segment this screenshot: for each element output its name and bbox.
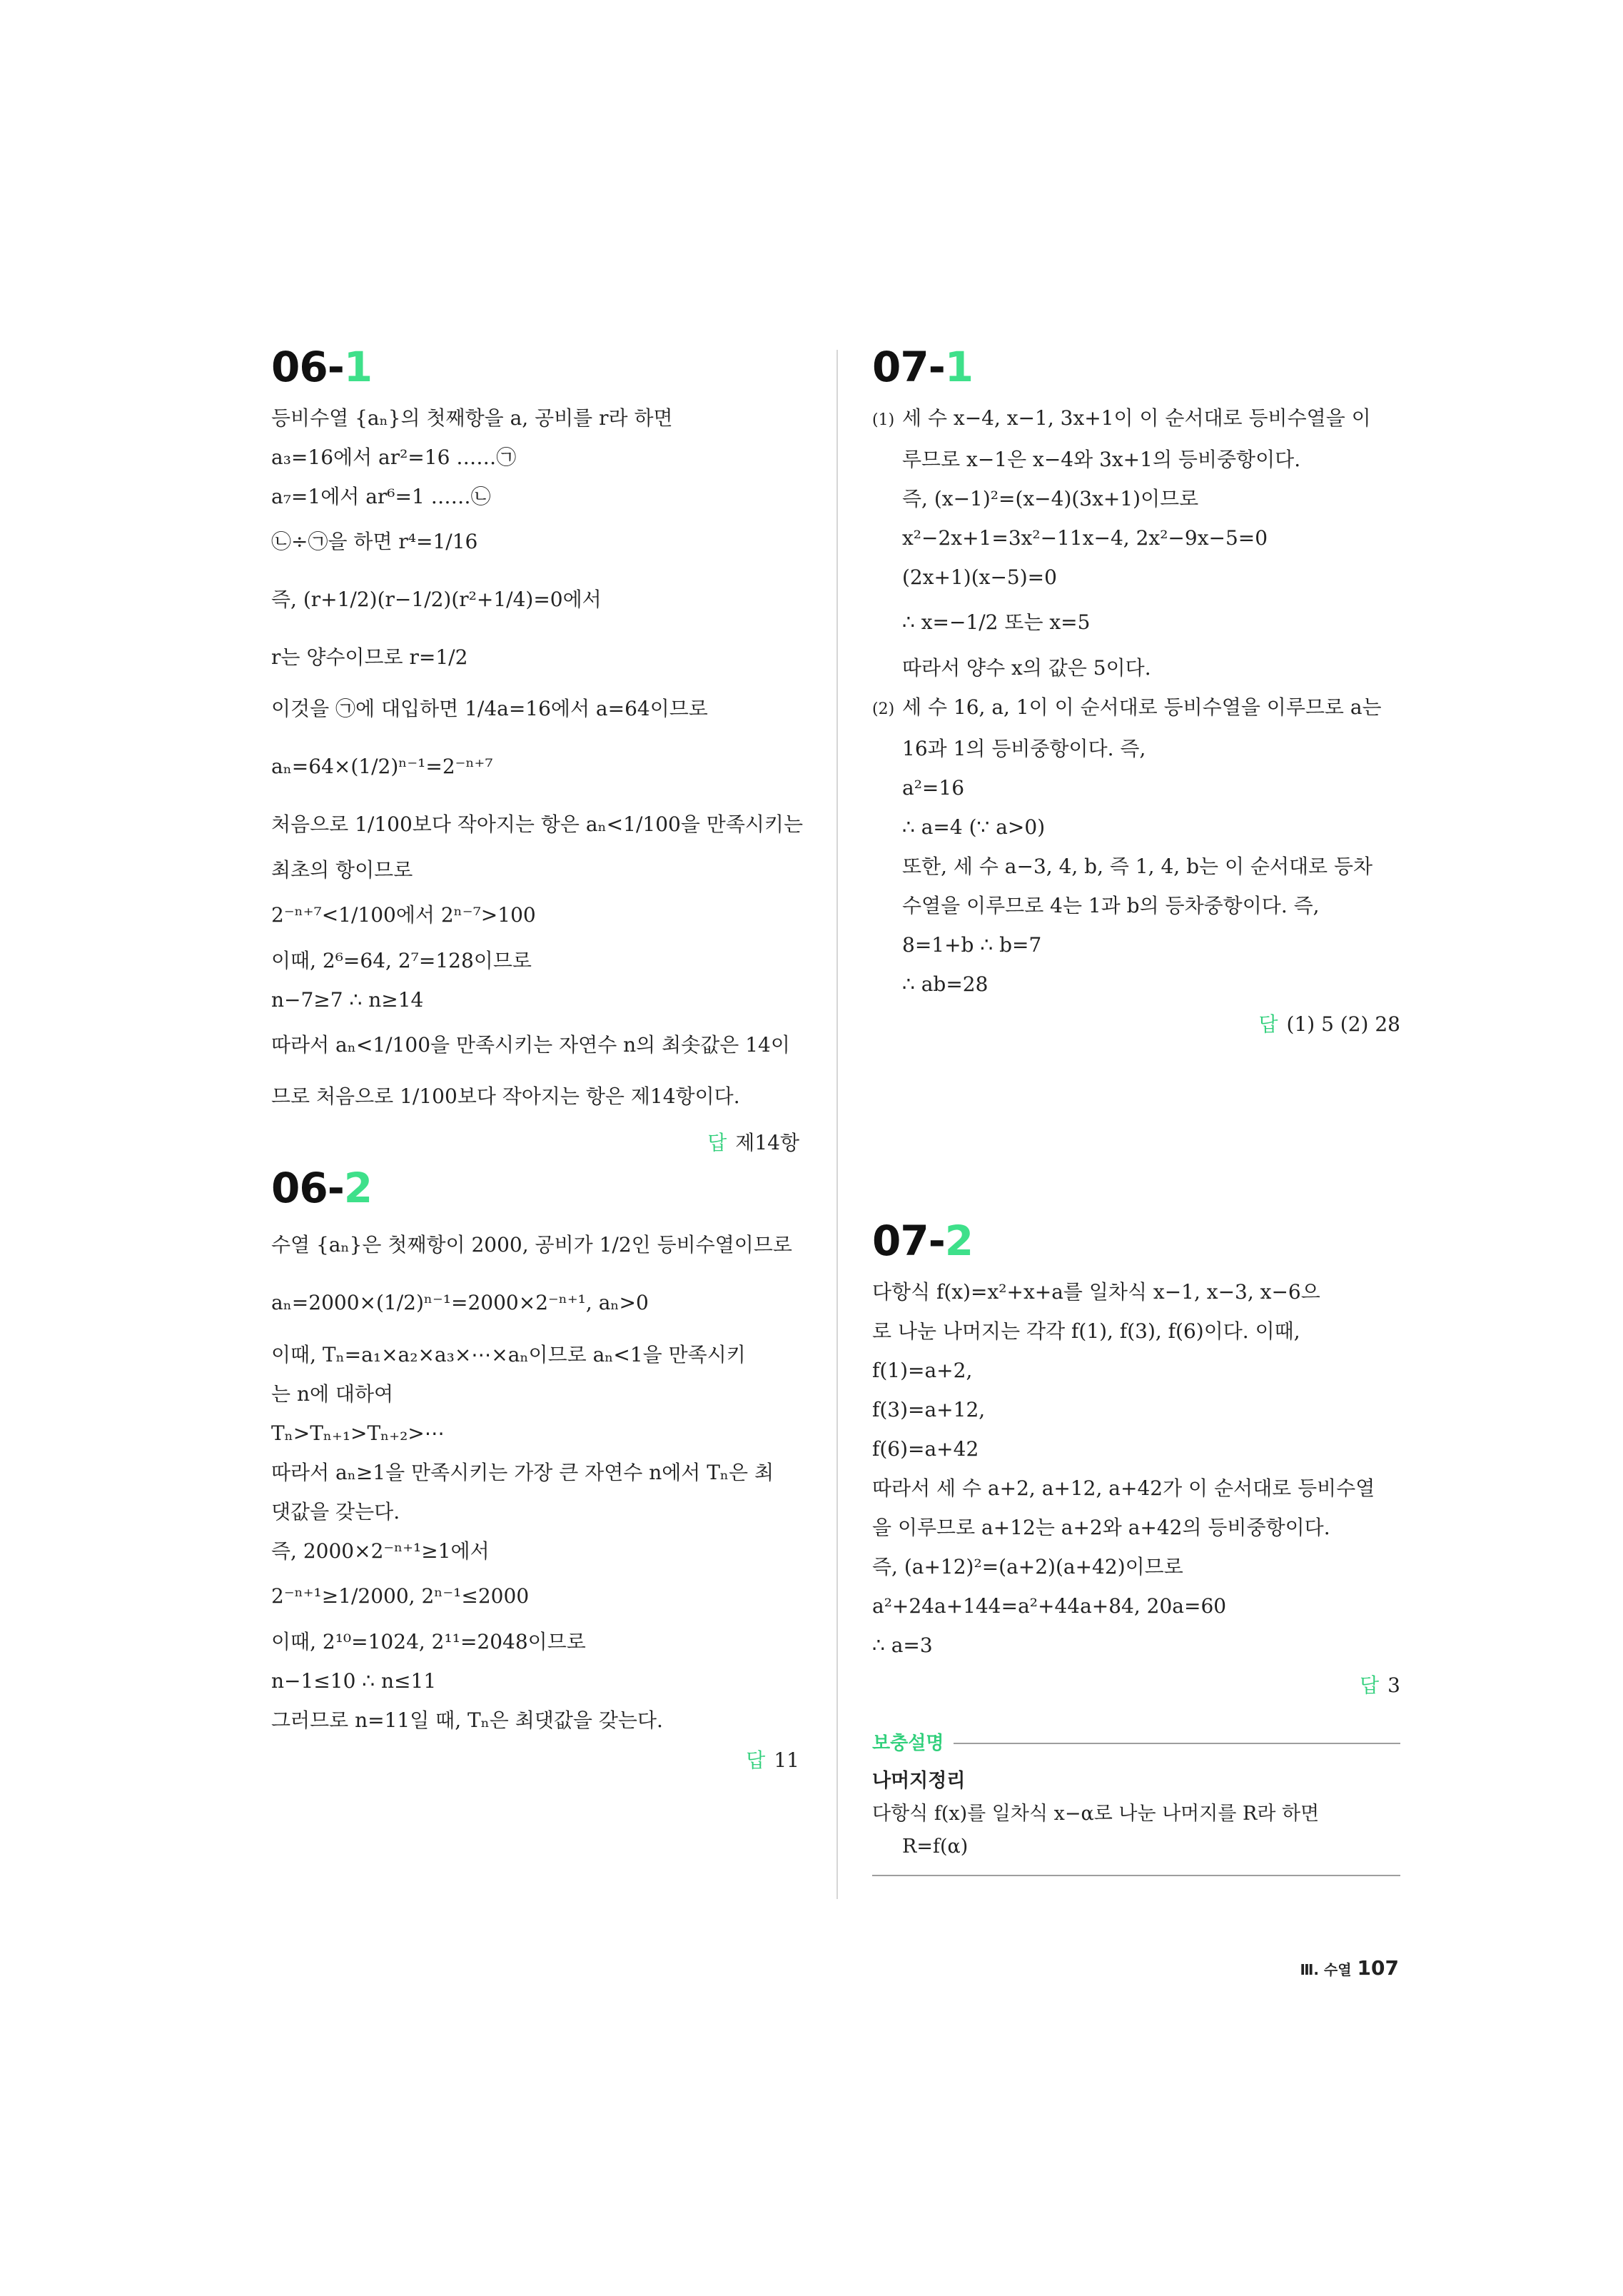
solution-line: 8=1+b ∴ b=7: [902, 933, 1042, 957]
page-footer: [1285, 1956, 1399, 1980]
solution-line: [872, 398, 1400, 440]
left-column: [271, 343, 804, 1781]
solution-line: 최초의 항이므로: [271, 858, 413, 882]
right-column: [872, 343, 1400, 1876]
solution-line: a₃=16에서 ar²=16 ……㉠: [271, 445, 517, 469]
solution-line: 처음으로 1/100보다 작아지는 항은 aₙ<1/100을 만족시키는: [271, 812, 804, 836]
solution-text: 세 수 16, a, 1이 이 순서대로 등비수열을 이루므로 a는: [902, 695, 1382, 719]
solution-line: 따라서 aₙ≥1을 만족시키는 가장 큰 자연수 n에서 Tₙ은 최: [271, 1461, 774, 1484]
solution-07-2: [872, 1217, 1400, 1876]
solution-line: f(3)=a+12,: [872, 1398, 986, 1421]
solution-line: 즉, (a+12)²=(a+2)(a+42)이므로: [872, 1555, 1183, 1578]
solution-line: [872, 688, 1400, 729]
solution-line: ∴ x=−1/2 또는 x=5: [902, 610, 1091, 634]
solution-line: (2x+1)(x−5)=0: [902, 565, 1057, 589]
page-number: 107: [1357, 1956, 1399, 1980]
heading-suffix: 2: [944, 1217, 974, 1265]
answer-value: 11: [774, 1748, 799, 1772]
problem-heading: [872, 1217, 1400, 1265]
note-bottom-rule: [872, 1875, 1400, 1876]
answer-value: 3: [1387, 1673, 1400, 1697]
note-label: 보충설명: [872, 1733, 944, 1754]
solution-line: ㉡÷㉠을 하면 r⁴=1/16: [271, 530, 478, 553]
solution-text: 세 수 x−4, x−1, 3x+1이 이 순서대로 등비수열을 이: [902, 406, 1371, 430]
solution-line: 는 n에 대하여: [271, 1382, 394, 1406]
answer-label: 답: [707, 1131, 727, 1154]
item-number: (1): [872, 411, 895, 429]
heading-suffix: 1: [343, 343, 373, 391]
item-number: (2): [872, 700, 895, 718]
solution-line: a₇=1에서 ar⁶=1 ……㉡: [271, 485, 491, 508]
solution-line: 루므로 x−1은 x−4와 3x+1의 등비중항이다.: [902, 448, 1301, 471]
column-divider: [836, 350, 838, 1899]
solution-line: 즉, 2000×2⁻ⁿ⁺¹≥1에서: [271, 1539, 490, 1563]
problem-heading: [271, 1164, 799, 1212]
answer-label: 답: [746, 1748, 766, 1772]
answer: [872, 1004, 1400, 1045]
heading-suffix: 1: [944, 343, 974, 391]
solution-line: r는 양수이므로 r=1/2: [271, 645, 468, 669]
solution-line: 로 나눈 나머지는 각각 f(1), f(3), f(6)이다. 이때,: [872, 1319, 1300, 1343]
solution-line: 이때, 2¹⁰=1024, 2¹¹=2048이므로: [271, 1630, 586, 1653]
answer: [872, 1665, 1400, 1706]
solution-line: a²+24a+144=a²+44a+84, 20a=60: [872, 1594, 1227, 1618]
solution-line: 따라서 양수 x의 값은 5이다.: [902, 656, 1151, 680]
solution-line: n−1≤10 ∴ n≤11: [271, 1669, 437, 1693]
solution-line: ∴ a=3: [872, 1633, 933, 1657]
heading-suffix: 2: [343, 1164, 373, 1212]
answer-value: (1) 5 (2) 28: [1286, 1012, 1400, 1036]
solution-line: 2⁻ⁿ⁺¹≥1/2000, 2ⁿ⁻¹≤2000: [271, 1584, 530, 1608]
solution-line: 등비수열 {aₙ}의 첫째항을 a, 공비를 r라 하면: [271, 406, 673, 430]
solution-line: 즉, (r+1/2)(r−1/2)(r²+1/4)=0에서: [271, 588, 602, 611]
solution-line: aₙ=64×(1/2)ⁿ⁻¹=2⁻ⁿ⁺⁷: [271, 755, 493, 778]
solution-line: 즉, (x−1)²=(x−4)(3x+1)이므로: [902, 487, 1199, 510]
solution-line: ∴ a=4 (∵ a>0): [902, 815, 1046, 839]
problem-heading: [872, 343, 1400, 391]
solution-line: 이것을 ㉠에 대입하면 1/4a=16에서 a=64이므로: [271, 697, 708, 720]
answer: [271, 1122, 799, 1164]
answer: [271, 1740, 799, 1781]
solution-line: 이때, Tₙ=a₁×a₂×a₃×⋯×aₙ이므로 aₙ<1을 만족시키: [271, 1343, 746, 1366]
solution-line: 2⁻ⁿ⁺⁷<1/100에서 2ⁿ⁻⁷>100: [271, 903, 536, 927]
problem-heading: [271, 343, 799, 391]
solution-line: 16과 1의 등비중항이다. 즉,: [902, 737, 1146, 760]
solution-line: f(1)=a+2,: [872, 1359, 973, 1382]
solution-06-1: [271, 343, 804, 1164]
solution-line: 므로 처음으로 1/100보다 작아지는 항은 제14항이다.: [271, 1084, 740, 1108]
note-formula: R=f(α): [902, 1836, 969, 1858]
solution-line: 다항식 f(x)=x²+x+a를 일차식 x−1, x−3, x−6으: [872, 1280, 1320, 1304]
solution-line: 따라서 세 수 a+2, a+12, a+42가 이 순서대로 등비수열: [872, 1476, 1375, 1500]
note-title: 나머지정리: [872, 1770, 966, 1792]
solution-line: 또한, 세 수 a−3, 4, b, 즉 1, 4, b는 이 순서대로 등차: [902, 855, 1373, 878]
note-text: 다항식 f(x)를 일차식 x−α로 나눈 나머지를 R라 하면: [872, 1803, 1320, 1825]
heading-number: 07-: [872, 1217, 945, 1265]
solution-line: 댓값을 갖는다.: [271, 1500, 400, 1524]
heading-number: 06-: [271, 1164, 344, 1212]
solution-line: 그러므로 n=11일 때, Tₙ은 최댓값을 갖는다.: [271, 1708, 663, 1732]
solution-line: 따라서 aₙ<1/100을 만족시키는 자연수 n의 최솟값은 14이: [271, 1033, 790, 1057]
solution-line: f(6)=a+42: [872, 1437, 979, 1461]
heading-number: 07-: [872, 343, 945, 391]
answer-value: 제14항: [735, 1131, 799, 1154]
solution-line: a²=16: [902, 776, 965, 800]
solution-line: ∴ ab=28: [902, 972, 989, 996]
supplementary-note: [872, 1728, 1400, 1876]
solution-line: x²−2x+1=3x²−11x−4, 2x²−9x−5=0: [902, 526, 1268, 550]
solution-line: 을 이루므로 a+12는 a+2와 a+42의 등비중항이다.: [872, 1516, 1330, 1539]
solution-07-1: [872, 343, 1400, 1045]
solution-line: 수열 {aₙ}은 첫째항이 2000, 공비가 1/2인 등비수열이므로: [271, 1233, 792, 1257]
solution-line: n−7≥7 ∴ n≥14: [271, 988, 424, 1012]
solution-line: Tₙ>Tₙ₊₁>Tₙ₊₂>⋯: [271, 1421, 445, 1445]
solution-line: 이때, 2⁶=64, 2⁷=128이므로: [271, 949, 532, 972]
spacer: [872, 1045, 1400, 1217]
note-rule: [954, 1743, 1400, 1744]
answer-label: 답: [1258, 1012, 1278, 1036]
solution-line: aₙ=2000×(1/2)ⁿ⁻¹=2000×2⁻ⁿ⁺¹, aₙ>0: [271, 1291, 649, 1314]
solution-06-2: [271, 1164, 799, 1781]
section-label: Ⅲ. 수열: [1300, 1961, 1352, 1978]
heading-number: 06-: [271, 343, 344, 391]
solution-line: 수열을 이루므로 4는 1과 b의 등차중항이다. 즉,: [902, 894, 1320, 917]
note-header: [872, 1728, 1400, 1759]
answer-label: 답: [1360, 1673, 1380, 1697]
